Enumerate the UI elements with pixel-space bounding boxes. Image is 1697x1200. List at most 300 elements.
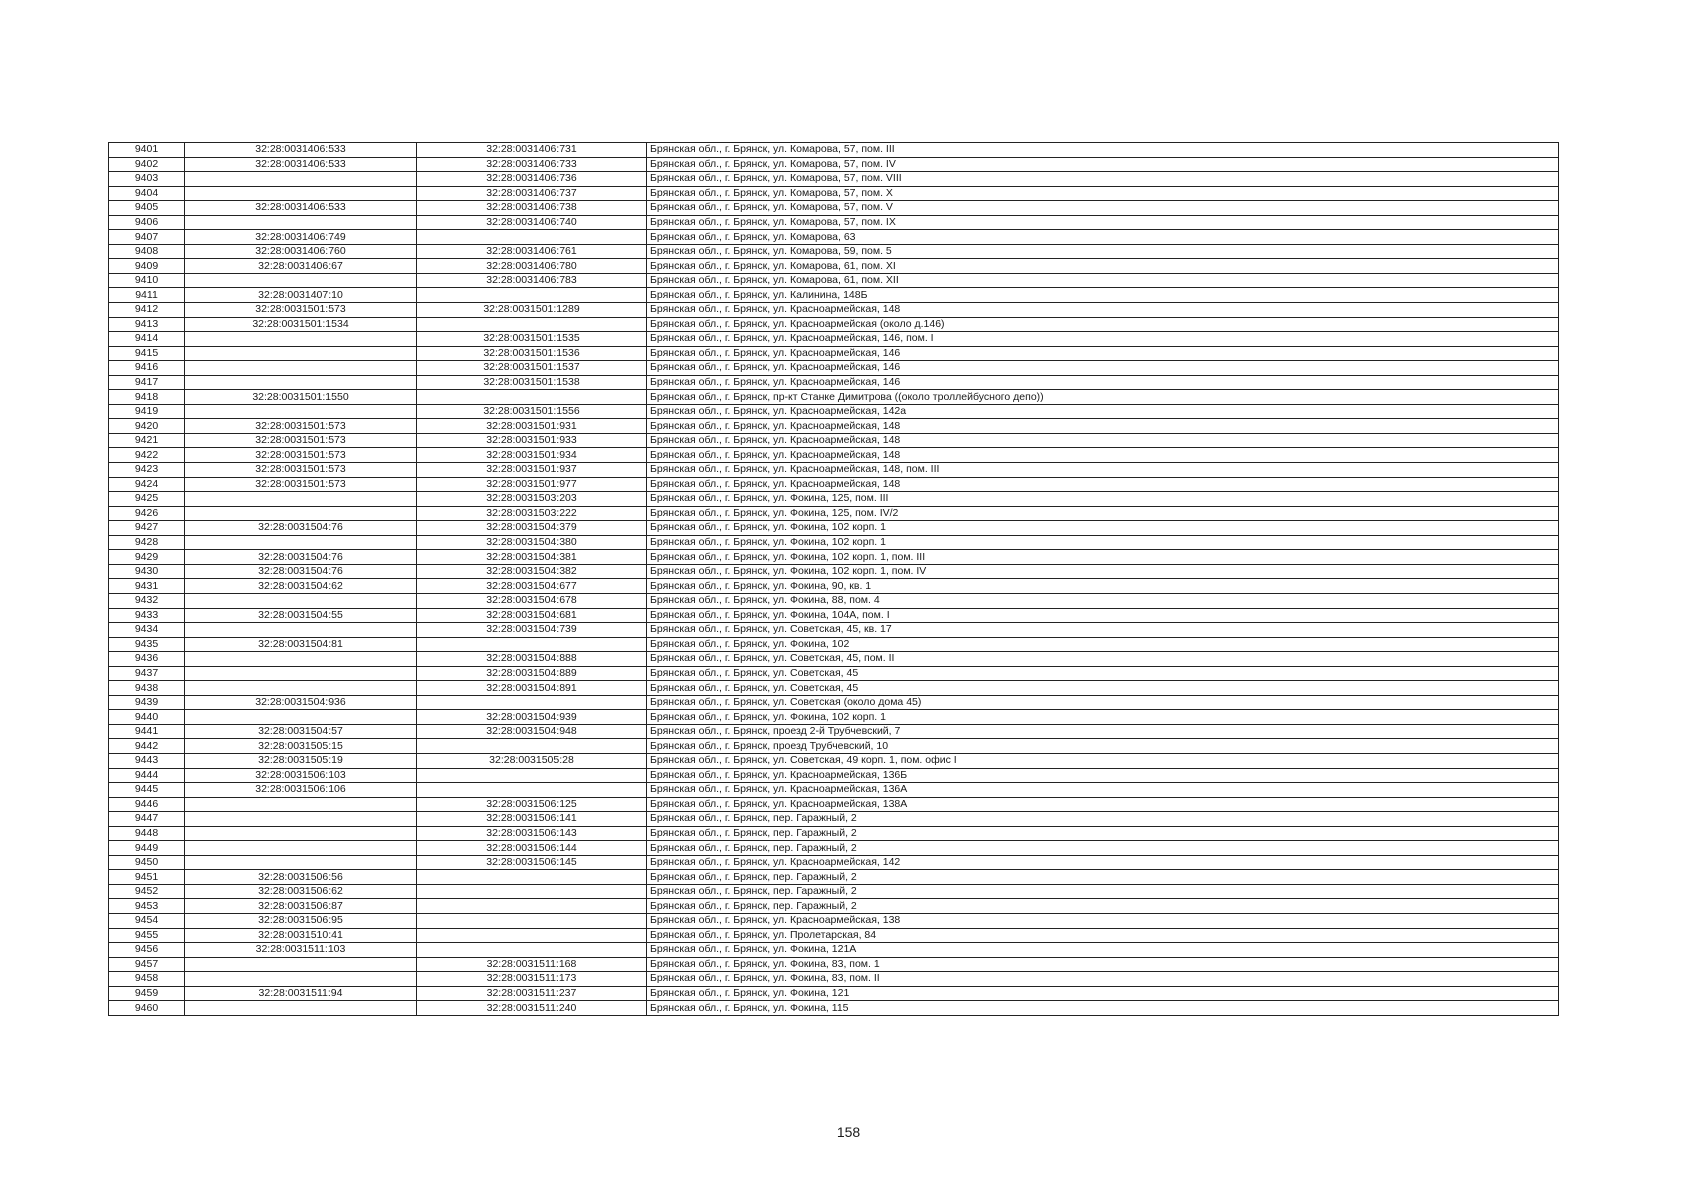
table-row	[109, 303, 1559, 318]
land-cadastral-number-cell: 32:28:0031501:1534	[185, 317, 417, 332]
address-cell: Брянская обл., г. Брянск, ул. Фокина, 115	[647, 1001, 1559, 1016]
land-cadastral-number-cell: 32:28:0031501:1550	[185, 390, 417, 405]
table-row	[109, 710, 1559, 725]
object-cadastral-number-cell	[417, 637, 647, 652]
row-number-cell: 9455	[109, 928, 185, 943]
table-row	[109, 346, 1559, 361]
address-cell: Брянская обл., г. Брянск, ул. Фокина, 102 корп. 1	[647, 710, 1559, 725]
row-number-cell: 9433	[109, 608, 185, 623]
object-cadastral-number-cell: 32:28:0031406:736	[417, 172, 647, 187]
object-cadastral-number-cell	[417, 390, 647, 405]
address-cell: Брянская обл., г. Брянск, ул. Фокина, 104А, пом. I	[647, 608, 1559, 623]
table-row	[109, 564, 1559, 579]
address-cell: Брянская обл., г. Брянск, ул. Красноармейская, 146	[647, 346, 1559, 361]
table-row	[109, 375, 1559, 390]
row-number-cell: 9410	[109, 273, 185, 288]
row-number-cell: 9409	[109, 259, 185, 274]
land-cadastral-number-cell	[185, 215, 417, 230]
land-cadastral-number-cell	[185, 506, 417, 521]
address-cell: Брянская обл., г. Брянск, ул. Калинина, 148Б	[647, 288, 1559, 303]
row-number-cell: 9404	[109, 186, 185, 201]
land-cadastral-number-cell	[185, 957, 417, 972]
object-cadastral-number-cell: 32:28:0031504:379	[417, 521, 647, 536]
table-row	[109, 957, 1559, 972]
land-cadastral-number-cell: 32:28:0031505:19	[185, 753, 417, 768]
row-number-cell: 9435	[109, 637, 185, 652]
table-row	[109, 797, 1559, 812]
row-number-cell: 9459	[109, 986, 185, 1001]
address-cell: Брянская обл., г. Брянск, ул. Фокина, 121А	[647, 943, 1559, 958]
address-cell: Брянская обл., г. Брянск, ул. Комарова, 61, пом. XI	[647, 259, 1559, 274]
land-cadastral-number-cell	[185, 492, 417, 507]
address-cell: Брянская обл., г. Брянск, ул. Фокина, 83, пом. 1	[647, 957, 1559, 972]
row-number-cell: 9418	[109, 390, 185, 405]
row-number-cell: 9456	[109, 943, 185, 958]
row-number-cell: 9447	[109, 812, 185, 827]
row-number-cell: 9401	[109, 143, 185, 158]
object-cadastral-number-cell: 32:28:0031505:28	[417, 753, 647, 768]
address-cell: Брянская обл., г. Брянск, ул. Красноармейская, 148	[647, 477, 1559, 492]
table-row	[109, 448, 1559, 463]
table-row	[109, 259, 1559, 274]
address-cell: Брянская обл., г. Брянск, проезд Трубчевский, 10	[647, 739, 1559, 754]
land-cadastral-number-cell	[185, 1001, 417, 1016]
table-row	[109, 913, 1559, 928]
land-cadastral-number-cell	[185, 535, 417, 550]
object-cadastral-number-cell: 32:28:0031501:1289	[417, 303, 647, 318]
object-cadastral-number-cell: 32:28:0031504:888	[417, 652, 647, 667]
registry-body	[109, 143, 1559, 1016]
address-cell: Брянская обл., г. Брянск, пер. Гаражный, 2	[647, 884, 1559, 899]
table-row	[109, 666, 1559, 681]
row-number-cell: 9440	[109, 710, 185, 725]
table-row	[109, 201, 1559, 216]
object-cadastral-number-cell: 32:28:0031406:740	[417, 215, 647, 230]
object-cadastral-number-cell: 32:28:0031501:1535	[417, 332, 647, 347]
address-cell: Брянская обл., г. Брянск, проезд 2-й Трубчевский, 7	[647, 724, 1559, 739]
address-cell: Брянская обл., г. Брянск, ул. Красноармейская (около д.146)	[647, 317, 1559, 332]
row-number-cell: 9419	[109, 404, 185, 419]
object-cadastral-number-cell: 32:28:0031406:731	[417, 143, 647, 158]
table-row	[109, 579, 1559, 594]
address-cell: Брянская обл., г. Брянск, ул. Красноармейская, 142а	[647, 404, 1559, 419]
land-cadastral-number-cell: 32:28:0031504:62	[185, 579, 417, 594]
object-cadastral-number-cell	[417, 870, 647, 885]
row-number-cell: 9420	[109, 419, 185, 434]
object-cadastral-number-cell: 32:28:0031504:681	[417, 608, 647, 623]
table-row	[109, 186, 1559, 201]
land-cadastral-number-cell: 32:28:0031406:533	[185, 143, 417, 158]
land-cadastral-number-cell: 32:28:0031406:533	[185, 201, 417, 216]
object-cadastral-number-cell: 32:28:0031406:737	[417, 186, 647, 201]
address-cell: Брянская обл., г. Брянск, ул. Комарова, 63	[647, 230, 1559, 245]
row-number-cell: 9427	[109, 521, 185, 536]
address-cell: Брянская обл., г. Брянск, ул. Комарова, 57, пом. X	[647, 186, 1559, 201]
land-cadastral-number-cell: 32:28:0031506:87	[185, 899, 417, 914]
land-cadastral-number-cell	[185, 710, 417, 725]
object-cadastral-number-cell: 32:28:0031506:141	[417, 812, 647, 827]
address-cell: Брянская обл., г. Брянск, пер. Гаражный, 2	[647, 841, 1559, 856]
table-row	[109, 404, 1559, 419]
row-number-cell: 9437	[109, 666, 185, 681]
object-cadastral-number-cell: 32:28:0031511:240	[417, 1001, 647, 1016]
address-cell: Брянская обл., г. Брянск, ул. Комарова, 61, пом. XII	[647, 273, 1559, 288]
object-cadastral-number-cell: 32:28:0031511:168	[417, 957, 647, 972]
address-cell: Брянская обл., г. Брянск, ул. Красноармейская, 138А	[647, 797, 1559, 812]
land-cadastral-number-cell	[185, 797, 417, 812]
table-row	[109, 812, 1559, 827]
address-cell: Брянская обл., г. Брянск, пер. Гаражный, 2	[647, 870, 1559, 885]
address-cell: Брянская обл., г. Брянск, ул. Фокина, 88, пом. 4	[647, 593, 1559, 608]
address-cell: Брянская обл., г. Брянск, ул. Красноармейская, 146, пом. I	[647, 332, 1559, 347]
table-row	[109, 753, 1559, 768]
row-number-cell: 9448	[109, 826, 185, 841]
land-cadastral-number-cell: 32:28:0031504:76	[185, 564, 417, 579]
table-row	[109, 172, 1559, 187]
object-cadastral-number-cell: 32:28:0031504:380	[417, 535, 647, 550]
address-cell: Брянская обл., г. Брянск, ул. Советская, 45	[647, 681, 1559, 696]
address-cell: Брянская обл., г. Брянск, ул. Красноармейская, 142	[647, 855, 1559, 870]
object-cadastral-number-cell: 32:28:0031406:783	[417, 273, 647, 288]
table-row	[109, 244, 1559, 259]
row-number-cell: 9441	[109, 724, 185, 739]
land-cadastral-number-cell	[185, 855, 417, 870]
object-cadastral-number-cell	[417, 884, 647, 899]
object-cadastral-number-cell: 32:28:0031504:678	[417, 593, 647, 608]
row-number-cell: 9451	[109, 870, 185, 885]
row-number-cell: 9412	[109, 303, 185, 318]
address-cell: Брянская обл., г. Брянск, ул. Фокина, 125, пом. IV/2	[647, 506, 1559, 521]
object-cadastral-number-cell: 32:28:0031501:1556	[417, 404, 647, 419]
address-cell: Брянская обл., г. Брянск, пер. Гаражный, 2	[647, 826, 1559, 841]
land-cadastral-number-cell: 32:28:0031510:41	[185, 928, 417, 943]
table-row	[109, 506, 1559, 521]
object-cadastral-number-cell	[417, 230, 647, 245]
table-row	[109, 288, 1559, 303]
address-cell: Брянская обл., г. Брянск, ул. Красноармейская, 148	[647, 448, 1559, 463]
row-number-cell: 9453	[109, 899, 185, 914]
address-cell: Брянская обл., г. Брянск, ул. Фокина, 102 корп. 1, пом. IV	[647, 564, 1559, 579]
object-cadastral-number-cell: 32:28:0031406:761	[417, 244, 647, 259]
address-cell: Брянская обл., г. Брянск, ул. Комарова, 57, пом. IV	[647, 157, 1559, 172]
object-cadastral-number-cell: 32:28:0031503:203	[417, 492, 647, 507]
address-cell: Брянская обл., г. Брянск, ул. Красноармейская, 146	[647, 375, 1559, 390]
address-cell: Брянская обл., г. Брянск, ул. Комарова, 57, пом. VIII	[647, 172, 1559, 187]
address-cell: Брянская обл., г. Брянск, ул. Красноармейская, 146	[647, 361, 1559, 376]
land-cadastral-number-cell: 32:28:0031506:106	[185, 783, 417, 798]
object-cadastral-number-cell: 32:28:0031511:237	[417, 986, 647, 1001]
object-cadastral-number-cell: 32:28:0031501:1536	[417, 346, 647, 361]
row-number-cell: 9449	[109, 841, 185, 856]
table-row	[109, 521, 1559, 536]
object-cadastral-number-cell: 32:28:0031501:937	[417, 463, 647, 478]
land-cadastral-number-cell	[185, 375, 417, 390]
table-row	[109, 433, 1559, 448]
object-cadastral-number-cell: 32:28:0031504:889	[417, 666, 647, 681]
land-cadastral-number-cell: 32:28:0031504:57	[185, 724, 417, 739]
table-row	[109, 419, 1559, 434]
row-number-cell: 9436	[109, 652, 185, 667]
object-cadastral-number-cell	[417, 317, 647, 332]
row-number-cell: 9439	[109, 695, 185, 710]
row-number-cell: 9430	[109, 564, 185, 579]
table-row	[109, 841, 1559, 856]
address-cell: Брянская обл., г. Брянск, ул. Фокина, 102	[647, 637, 1559, 652]
row-number-cell: 9434	[109, 623, 185, 638]
object-cadastral-number-cell: 32:28:0031501:1537	[417, 361, 647, 376]
row-number-cell: 9422	[109, 448, 185, 463]
address-cell: Брянская обл., г. Брянск, ул. Советская (около дома 45)	[647, 695, 1559, 710]
row-number-cell: 9402	[109, 157, 185, 172]
object-cadastral-number-cell: 32:28:0031406:733	[417, 157, 647, 172]
address-cell: Брянская обл., г. Брянск, ул. Красноармейская, 148	[647, 433, 1559, 448]
table-row	[109, 870, 1559, 885]
address-cell: Брянская обл., г. Брянск, ул. Красноармейская, 136Б	[647, 768, 1559, 783]
land-cadastral-number-cell	[185, 652, 417, 667]
row-number-cell: 9413	[109, 317, 185, 332]
table-row	[109, 143, 1559, 158]
table-row	[109, 623, 1559, 638]
object-cadastral-number-cell: 32:28:0031501:1538	[417, 375, 647, 390]
object-cadastral-number-cell: 32:28:0031504:677	[417, 579, 647, 594]
table-row	[109, 681, 1559, 696]
table-row	[109, 273, 1559, 288]
row-number-cell: 9414	[109, 332, 185, 347]
address-cell: Брянская обл., г. Брянск, ул. Советская, 45, пом. II	[647, 652, 1559, 667]
address-cell: Брянская обл., г. Брянск, ул. Фокина, 90, кв. 1	[647, 579, 1559, 594]
object-cadastral-number-cell: 32:28:0031506:143	[417, 826, 647, 841]
table-row	[109, 972, 1559, 987]
row-number-cell: 9443	[109, 753, 185, 768]
land-cadastral-number-cell: 32:28:0031406:533	[185, 157, 417, 172]
row-number-cell: 9432	[109, 593, 185, 608]
row-number-cell: 9444	[109, 768, 185, 783]
land-cadastral-number-cell: 32:28:0031501:573	[185, 477, 417, 492]
land-cadastral-number-cell: 32:28:0031501:573	[185, 448, 417, 463]
object-cadastral-number-cell: 32:28:0031504:739	[417, 623, 647, 638]
object-cadastral-number-cell: 32:28:0031504:381	[417, 550, 647, 565]
table-row	[109, 637, 1559, 652]
row-number-cell: 9407	[109, 230, 185, 245]
address-cell: Брянская обл., г. Брянск, пр-кт Станке Димитрова ((около троллейбусного депо))	[647, 390, 1559, 405]
object-cadastral-number-cell: 32:28:0031501:934	[417, 448, 647, 463]
land-cadastral-number-cell	[185, 172, 417, 187]
address-cell: Брянская обл., г. Брянск, ул. Красноармейская, 148, пом. III	[647, 463, 1559, 478]
table-row	[109, 463, 1559, 478]
object-cadastral-number-cell: 32:28:0031503:222	[417, 506, 647, 521]
object-cadastral-number-cell: 32:28:0031504:939	[417, 710, 647, 725]
row-number-cell: 9411	[109, 288, 185, 303]
table-row	[109, 550, 1559, 565]
address-cell: Брянская обл., г. Брянск, ул. Комарова, 57, пом. IX	[647, 215, 1559, 230]
land-cadastral-number-cell	[185, 681, 417, 696]
table-row	[109, 768, 1559, 783]
land-cadastral-number-cell	[185, 623, 417, 638]
object-cadastral-number-cell: 32:28:0031406:780	[417, 259, 647, 274]
address-cell: Брянская обл., г. Брянск, ул. Фокина, 121	[647, 986, 1559, 1001]
registry-table	[108, 142, 1559, 1016]
object-cadastral-number-cell: 32:28:0031506:125	[417, 797, 647, 812]
land-cadastral-number-cell: 32:28:0031506:103	[185, 768, 417, 783]
table-row	[109, 215, 1559, 230]
address-cell: Брянская обл., г. Брянск, ул. Советская, 45	[647, 666, 1559, 681]
row-number-cell: 9408	[109, 244, 185, 259]
land-cadastral-number-cell: 32:28:0031504:76	[185, 550, 417, 565]
row-number-cell: 9431	[109, 579, 185, 594]
object-cadastral-number-cell: 32:28:0031504:948	[417, 724, 647, 739]
address-cell: Брянская обл., г. Брянск, пер. Гаражный, 2	[647, 812, 1559, 827]
table-row	[109, 535, 1559, 550]
address-cell: Брянская обл., г. Брянск, ул. Комарова, 57, пом. V	[647, 201, 1559, 216]
land-cadastral-number-cell	[185, 826, 417, 841]
table-row	[109, 928, 1559, 943]
object-cadastral-number-cell: 32:28:0031506:145	[417, 855, 647, 870]
row-number-cell: 9452	[109, 884, 185, 899]
table-row	[109, 317, 1559, 332]
table-row	[109, 157, 1559, 172]
row-number-cell: 9445	[109, 783, 185, 798]
table-row	[109, 986, 1559, 1001]
land-cadastral-number-cell: 32:28:0031501:573	[185, 463, 417, 478]
address-cell: Брянская обл., г. Брянск, ул. Советская, 45, кв. 17	[647, 623, 1559, 638]
table-row	[109, 884, 1559, 899]
land-cadastral-number-cell: 32:28:0031506:95	[185, 913, 417, 928]
row-number-cell: 9425	[109, 492, 185, 507]
land-cadastral-number-cell: 32:28:0031501:573	[185, 433, 417, 448]
object-cadastral-number-cell	[417, 928, 647, 943]
object-cadastral-number-cell: 32:28:0031501:977	[417, 477, 647, 492]
land-cadastral-number-cell	[185, 841, 417, 856]
land-cadastral-number-cell: 32:28:0031407:10	[185, 288, 417, 303]
table-row	[109, 695, 1559, 710]
address-cell: Брянская обл., г. Брянск, ул. Комарова, 59, пом. 5	[647, 244, 1559, 259]
table-row	[109, 492, 1559, 507]
land-cadastral-number-cell: 32:28:0031406:749	[185, 230, 417, 245]
table-row	[109, 390, 1559, 405]
row-number-cell: 9417	[109, 375, 185, 390]
row-number-cell: 9416	[109, 361, 185, 376]
table-row	[109, 943, 1559, 958]
table-row	[109, 826, 1559, 841]
table-row	[109, 739, 1559, 754]
land-cadastral-number-cell: 32:28:0031504:55	[185, 608, 417, 623]
address-cell: Брянская обл., г. Брянск, ул. Фокина, 125, пом. III	[647, 492, 1559, 507]
land-cadastral-number-cell: 32:28:0031504:936	[185, 695, 417, 710]
object-cadastral-number-cell: 32:28:0031501:933	[417, 433, 647, 448]
row-number-cell: 9442	[109, 739, 185, 754]
address-cell: Брянская обл., г. Брянск, ул. Комарова, 57, пом. III	[647, 143, 1559, 158]
land-cadastral-number-cell: 32:28:0031406:67	[185, 259, 417, 274]
object-cadastral-number-cell: 32:28:0031506:144	[417, 841, 647, 856]
address-cell: Брянская обл., г. Брянск, ул. Фокина, 102 корп. 1, пом. III	[647, 550, 1559, 565]
object-cadastral-number-cell	[417, 288, 647, 303]
address-cell: Брянская обл., г. Брянск, ул. Красноармейская, 148	[647, 303, 1559, 318]
row-number-cell: 9438	[109, 681, 185, 696]
land-cadastral-number-cell	[185, 972, 417, 987]
land-cadastral-number-cell	[185, 361, 417, 376]
object-cadastral-number-cell	[417, 783, 647, 798]
address-cell: Брянская обл., г. Брянск, ул. Фокина, 83, пом. II	[647, 972, 1559, 987]
table-row	[109, 361, 1559, 376]
row-number-cell: 9429	[109, 550, 185, 565]
row-number-cell: 9450	[109, 855, 185, 870]
object-cadastral-number-cell: 32:28:0031504:382	[417, 564, 647, 579]
address-cell: Брянская обл., г. Брянск, ул. Красноармейская, 138	[647, 913, 1559, 928]
land-cadastral-number-cell: 32:28:0031504:76	[185, 521, 417, 536]
table-row	[109, 899, 1559, 914]
object-cadastral-number-cell	[417, 768, 647, 783]
address-cell: Брянская обл., г. Брянск, ул. Фокина, 102 корп. 1	[647, 535, 1559, 550]
object-cadastral-number-cell	[417, 695, 647, 710]
land-cadastral-number-cell: 32:28:0031504:81	[185, 637, 417, 652]
row-number-cell: 9446	[109, 797, 185, 812]
land-cadastral-number-cell	[185, 666, 417, 681]
address-cell: Брянская обл., г. Брянск, ул. Красноармейская, 148	[647, 419, 1559, 434]
table-row	[109, 1001, 1559, 1016]
land-cadastral-number-cell	[185, 404, 417, 419]
land-cadastral-number-cell: 32:28:0031511:94	[185, 986, 417, 1001]
row-number-cell: 9428	[109, 535, 185, 550]
row-number-cell: 9424	[109, 477, 185, 492]
table-row	[109, 855, 1559, 870]
object-cadastral-number-cell: 32:28:0031406:738	[417, 201, 647, 216]
row-number-cell: 9457	[109, 957, 185, 972]
address-cell: Брянская обл., г. Брянск, пер. Гаражный, 2	[647, 899, 1559, 914]
object-cadastral-number-cell: 32:28:0031511:173	[417, 972, 647, 987]
row-number-cell: 9458	[109, 972, 185, 987]
row-number-cell: 9415	[109, 346, 185, 361]
object-cadastral-number-cell	[417, 739, 647, 754]
row-number-cell: 9454	[109, 913, 185, 928]
object-cadastral-number-cell	[417, 943, 647, 958]
page-number: 158	[836, 1124, 861, 1140]
land-cadastral-number-cell	[185, 812, 417, 827]
row-number-cell: 9460	[109, 1001, 185, 1016]
row-number-cell: 9423	[109, 463, 185, 478]
land-cadastral-number-cell: 32:28:0031506:56	[185, 870, 417, 885]
table-row	[109, 724, 1559, 739]
land-cadastral-number-cell	[185, 593, 417, 608]
table-row	[109, 477, 1559, 492]
row-number-cell: 9426	[109, 506, 185, 521]
object-cadastral-number-cell: 32:28:0031504:891	[417, 681, 647, 696]
land-cadastral-number-cell	[185, 273, 417, 288]
object-cadastral-number-cell: 32:28:0031501:931	[417, 419, 647, 434]
land-cadastral-number-cell: 32:28:0031501:573	[185, 419, 417, 434]
land-cadastral-number-cell: 32:28:0031506:62	[185, 884, 417, 899]
table-row	[109, 783, 1559, 798]
table-row	[109, 230, 1559, 245]
object-cadastral-number-cell	[417, 913, 647, 928]
object-cadastral-number-cell	[417, 899, 647, 914]
land-cadastral-number-cell	[185, 186, 417, 201]
land-cadastral-number-cell	[185, 332, 417, 347]
land-cadastral-number-cell: 32:28:0031511:103	[185, 943, 417, 958]
land-cadastral-number-cell	[185, 346, 417, 361]
address-cell: Брянская обл., г. Брянск, ул. Фокина, 102 корп. 1	[647, 521, 1559, 536]
land-cadastral-number-cell: 32:28:0031505:15	[185, 739, 417, 754]
row-number-cell: 9405	[109, 201, 185, 216]
row-number-cell: 9406	[109, 215, 185, 230]
row-number-cell: 9421	[109, 433, 185, 448]
land-cadastral-number-cell: 32:28:0031406:760	[185, 244, 417, 259]
table-row	[109, 652, 1559, 667]
table-row	[109, 593, 1559, 608]
address-cell: Брянская обл., г. Брянск, ул. Пролетарская, 84	[647, 928, 1559, 943]
land-cadastral-number-cell: 32:28:0031501:573	[185, 303, 417, 318]
row-number-cell: 9403	[109, 172, 185, 187]
address-cell: Брянская обл., г. Брянск, ул. Красноармейская, 136А	[647, 783, 1559, 798]
